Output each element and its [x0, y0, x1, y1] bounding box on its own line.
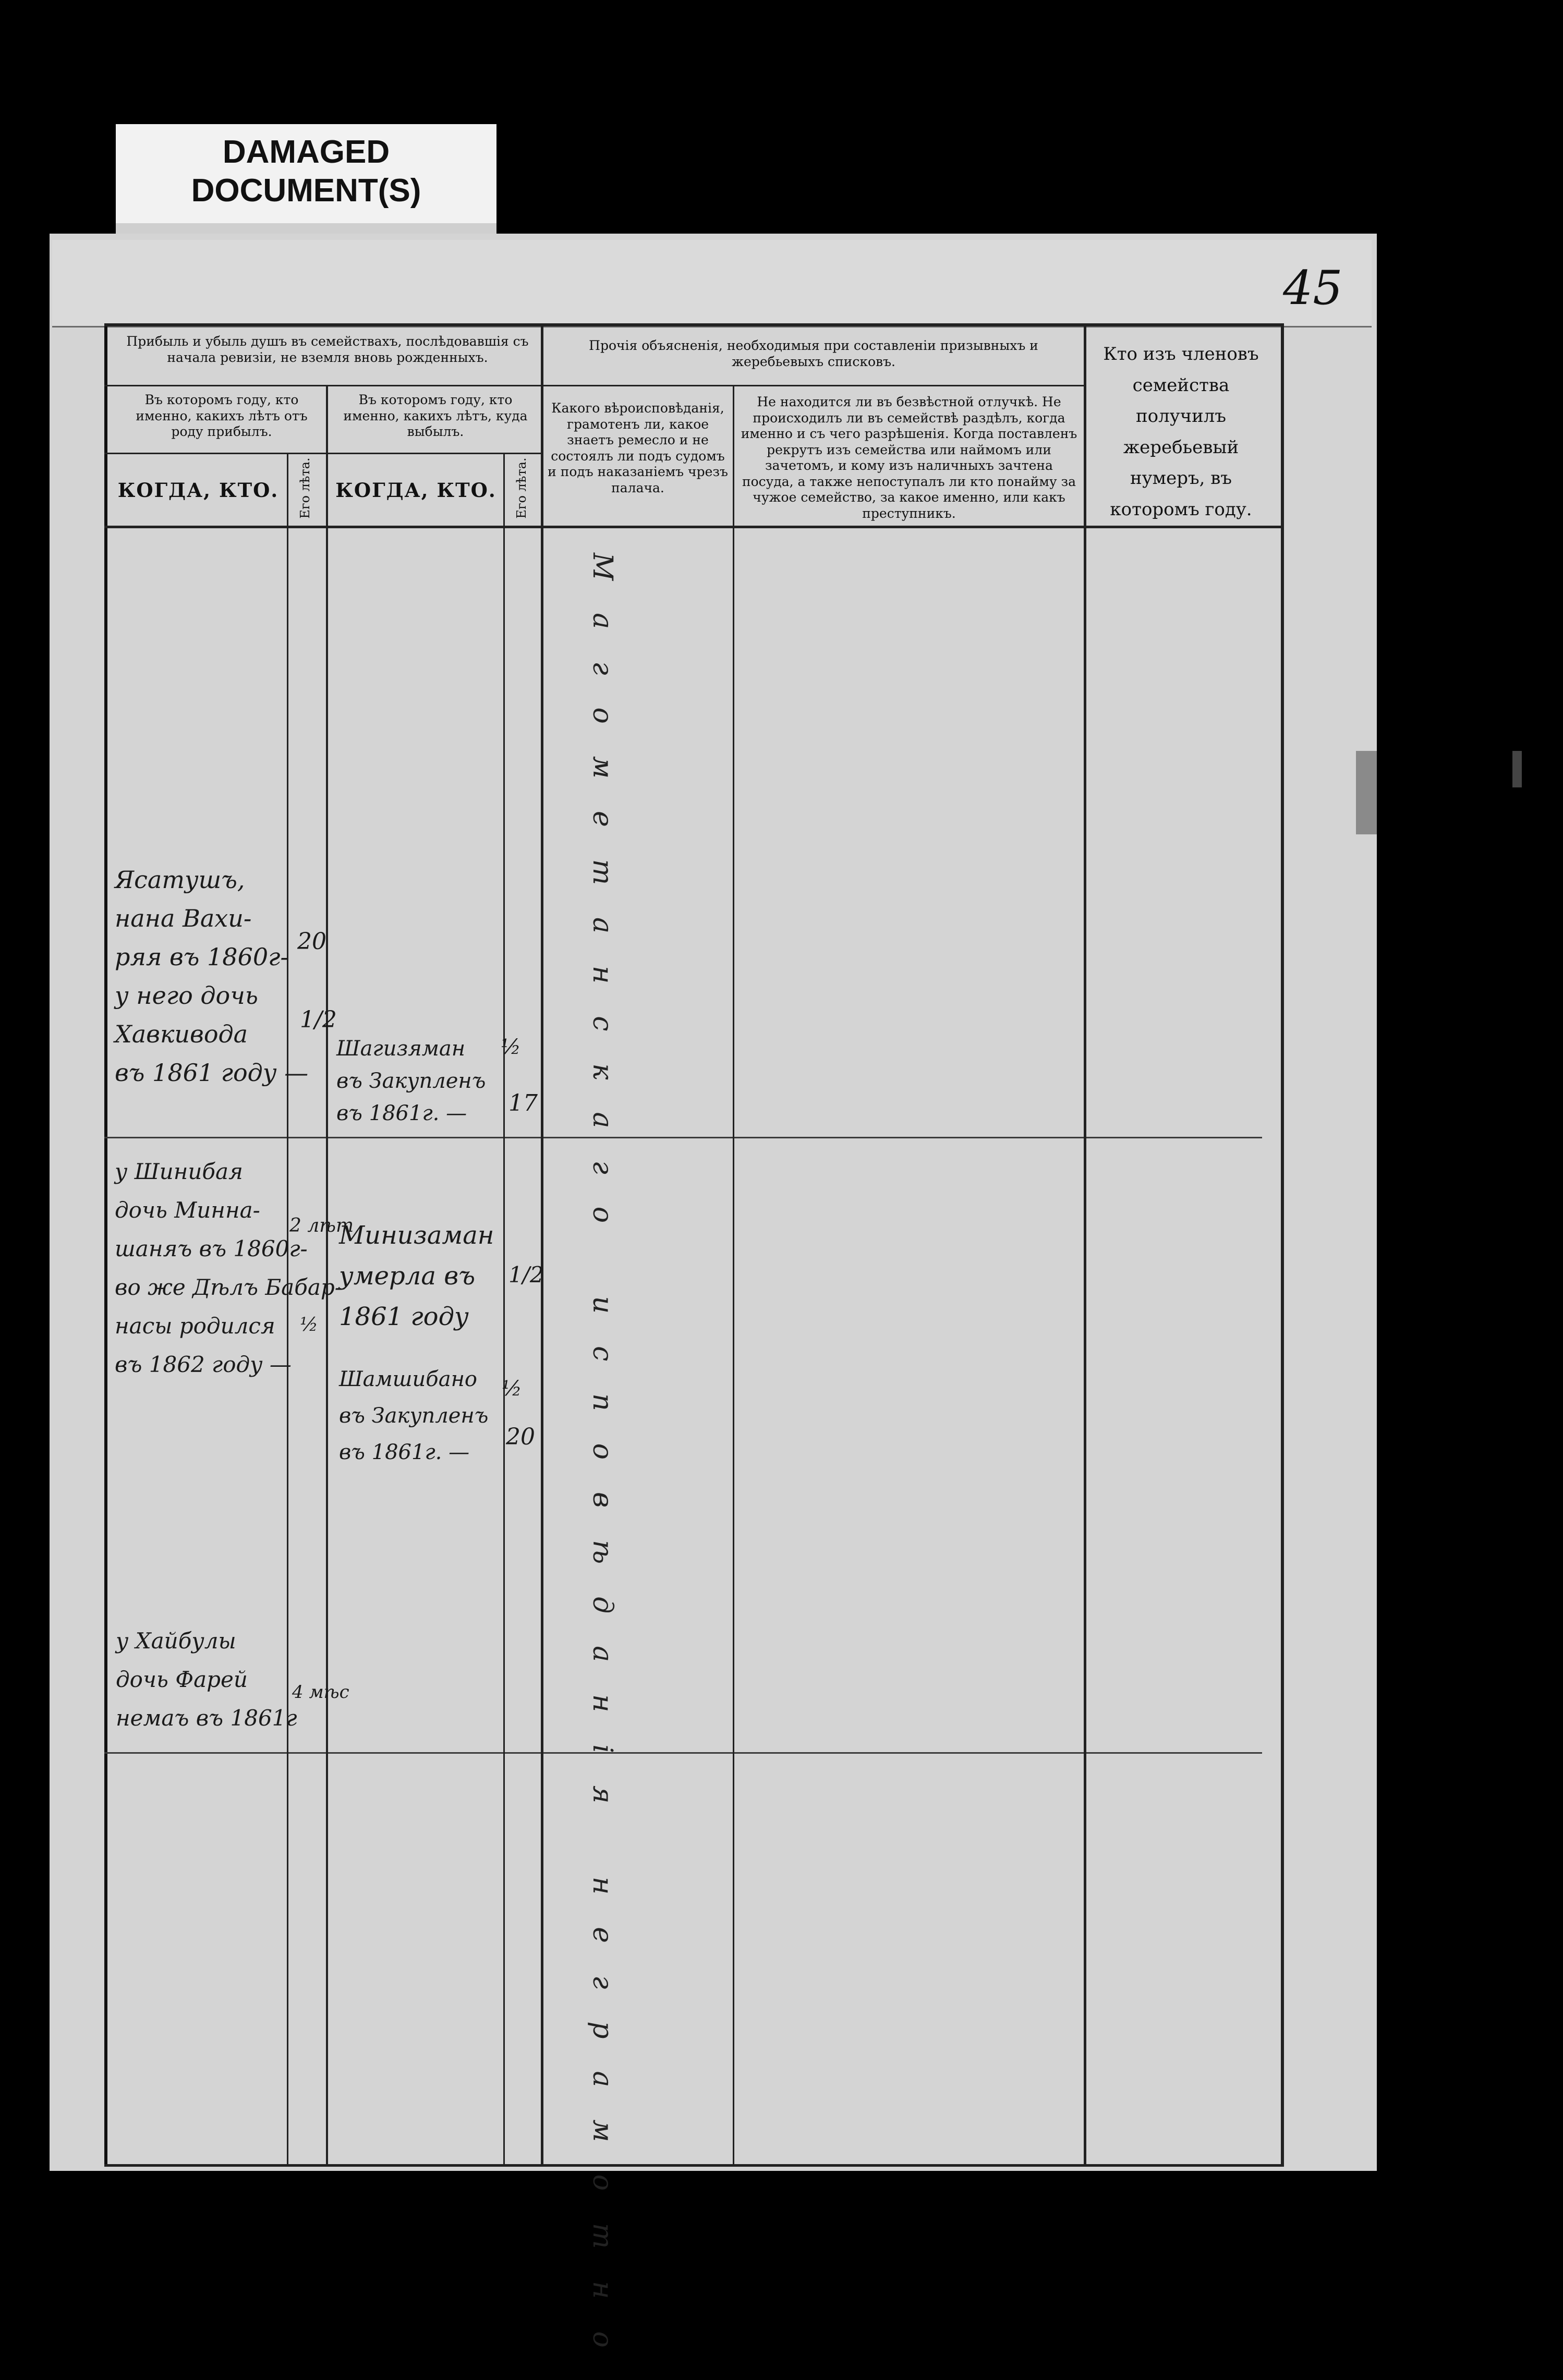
header-gain-loss: Прибыль и убыль душъ въ семействахъ, послѣдовавшія съ начала ревизіи, не вземля вновь рожденныхъ.	[126, 334, 529, 365]
header-religion: Какого вѣроисповѣданія, грамотенъ ли, какое знаетъ ремесло и не состоялъ ли подъ судомъ и подъ наказаніемъ чрезъ палача.	[548, 400, 728, 495]
header-gain: Въ которомъ году, кто именно, какихъ лѣтъ отъ роду прибылъ.	[136, 392, 308, 439]
table-top-rule	[104, 323, 1281, 326]
label-line-1: DAMAGED	[222, 134, 390, 170]
entry-gain-1-age-a: 20	[297, 928, 326, 955]
entry-loss-3-age-b: 20	[506, 1424, 535, 1450]
entry-loss-3-age-a: ½	[502, 1377, 522, 1401]
page-top-band	[52, 240, 1372, 327]
header-sub-rule-1	[104, 385, 542, 386]
label-line-2: DOCUMENT(S)	[191, 173, 421, 209]
row-rule-1	[104, 1137, 1262, 1138]
col-rule-group	[541, 323, 543, 2164]
page-number: 45	[1283, 261, 1343, 315]
col-rule-lot	[1084, 323, 1086, 2164]
entry-loss-3: Шамшибано въ Закупленъ въ 1861г. —	[339, 1367, 489, 1464]
table-bottom-rule	[104, 2164, 1281, 2167]
entry-loss-1: Шагизяман въ Закупленъ въ 1861г. —	[336, 1037, 486, 1125]
entry-gain-1-age-b: 1/2	[300, 1006, 337, 1033]
film-mark	[1512, 751, 1522, 787]
header-when-who-2: КОГДА, КТО.	[335, 479, 496, 502]
entry-gain-2: у Шинибая дочь Минна- шаняъ въ 1860г- во же Дѣлъ Бабар- насы родился въ 1862 году —	[115, 1159, 342, 1377]
header-bottom-rule	[104, 526, 1281, 528]
entry-loss-2: Минизаман умерла въ 1861 году	[339, 1221, 494, 1331]
header-sub-rule-3	[104, 453, 542, 454]
page-edge-shadow	[1356, 751, 1377, 834]
header-other: Прочія объясненія, необходимыя при составленіи призывныхъ и жеребьевыхъ списковъ.	[589, 338, 1038, 369]
entry-gain-1: Ясатушъ, нана Вахи- ряя въ 1860г- у него дочь Хавкивода въ 1861 году —	[115, 866, 309, 1087]
header-age-1: Его лѣта.	[298, 457, 312, 519]
col-rule-age2-left	[503, 453, 505, 2164]
header-lot-number: Кто изъ членовъ семейства получилъ жеребьевый нумеръ, въ которомъ году.	[1103, 344, 1259, 520]
row-rule-2	[104, 1752, 1262, 1754]
entry-loss-1-age-a: ½	[501, 1035, 521, 1059]
entry-gain-2-age-b: ½	[300, 1314, 318, 1335]
entry-loss-1-age-b: 17	[508, 1090, 538, 1116]
header-when-who-1: КОГДА, КТО.	[117, 479, 279, 502]
col-rule-religion	[733, 386, 734, 2164]
header-age-2: Его лѣта.	[514, 457, 529, 519]
entry-loss-2-age: 1/2	[508, 1262, 544, 1288]
entry-gain-2-age-a: 2 лѣт	[289, 1215, 354, 1236]
entry-gain-3-age: 4 мѣс	[292, 1682, 349, 1703]
header-absence: Не находится ли въ безвѣстной отлучкѣ. Не происходилъ ли въ семействѣ раздѣлъ, когда именно и съ чего разрѣшенія. Когда поставленъ рекрутъ изъ семейства или наймомъ или зачетомъ, и кому изъ наличныхъ зачтена посуда, а также непоступалъ ли кто понайму за чужое семейство, за какое именно, или какъ преступникъ.	[741, 394, 1077, 521]
entry-gain-3: у Хайбулы дочь Фарей немаъ въ 1861г	[116, 1628, 297, 1731]
header-loss: Въ которомъ году, кто именно, какихъ лѣтъ, куда выбылъ.	[343, 392, 528, 439]
damaged-document-label	[116, 124, 496, 223]
vertical-religion-note: Магометанскаго исповѣданія неграмотно	[587, 553, 618, 2380]
header-sub-rule-2	[542, 385, 1085, 386]
